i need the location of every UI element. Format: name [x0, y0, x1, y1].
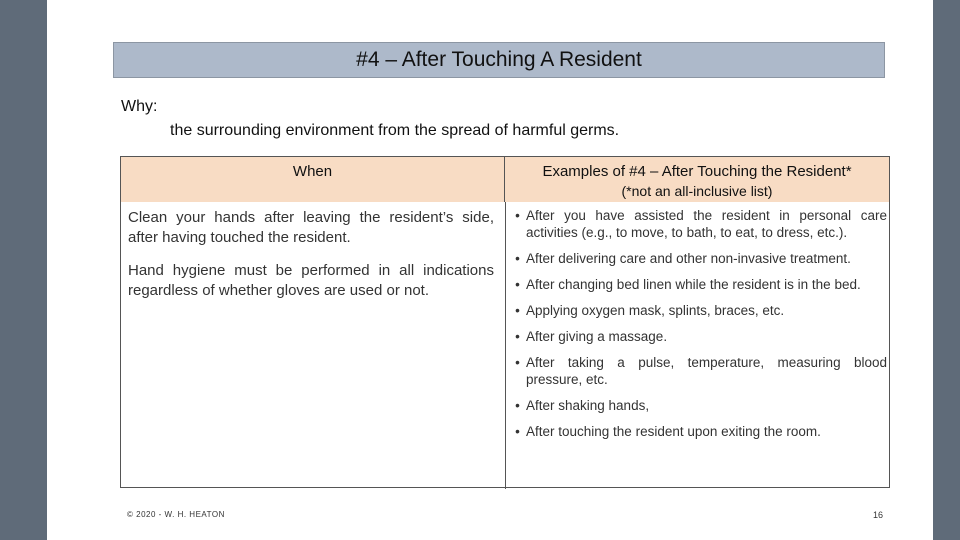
when-paragraph: Clean your hands after leaving the resident’s side, after having touched the resident.: [128, 209, 494, 246]
header-examples: [505, 157, 889, 202]
example-text: After giving a massage.: [526, 329, 668, 344]
example-text: After taking a pulse, temperature, measuring blood pressure, etc.: [526, 355, 887, 387]
column-divider: [505, 202, 506, 489]
copyright: © 2020 - W. H. HEATON: [127, 510, 225, 519]
example-item: [509, 328, 887, 345]
when-paragraph: Hand hygiene must be performed in all indications regardless of whether gloves are used or not.: [128, 262, 494, 299]
bullet-icon: •: [515, 303, 520, 318]
slide-title: #4 – After Touching A Resident: [113, 42, 885, 78]
header-when-label: When: [292, 163, 333, 180]
example-text: After changing bed linen while the resident is in the bed.: [526, 277, 861, 292]
header-when: [121, 157, 505, 202]
example-item: [509, 423, 887, 440]
bullet-icon: •: [515, 398, 520, 413]
example-text: After touching the resident upon exiting the room.: [526, 424, 821, 439]
example-text: After delivering care and other non-invasive treatment.: [526, 251, 851, 266]
bullet-icon: •: [515, 208, 520, 223]
hand-hygiene-table: [120, 156, 890, 488]
example-text: After you have assisted the resident in personal care activities (e.g., to move, to bath, to eat, to dress, etc.).: [526, 208, 887, 240]
bullet-icon: •: [515, 355, 520, 370]
example-item: [509, 302, 887, 319]
when-column: [128, 208, 494, 314]
slide: [47, 0, 933, 540]
why-text: the surrounding environment from the spread of harmful germs.: [170, 122, 620, 139]
header-examples-sub: (*not an all-inclusive list): [621, 183, 773, 199]
header-examples-label: Examples of #4 – After Touching the Resident*: [542, 163, 852, 180]
bullet-icon: •: [515, 329, 520, 344]
bullet-icon: •: [515, 277, 520, 292]
examples-column: [509, 207, 887, 449]
example-item: [509, 250, 887, 267]
example-item: [509, 207, 887, 241]
bullet-icon: •: [515, 251, 520, 266]
example-text: Applying oxygen mask, splints, braces, etc.: [526, 303, 785, 318]
example-item: [509, 354, 887, 388]
why-label: Why:: [121, 98, 158, 115]
bullet-icon: •: [515, 424, 520, 439]
example-text: After shaking hands,: [526, 398, 650, 413]
example-item: [509, 276, 887, 293]
example-item: [509, 397, 887, 414]
page-number: 16: [873, 510, 884, 520]
